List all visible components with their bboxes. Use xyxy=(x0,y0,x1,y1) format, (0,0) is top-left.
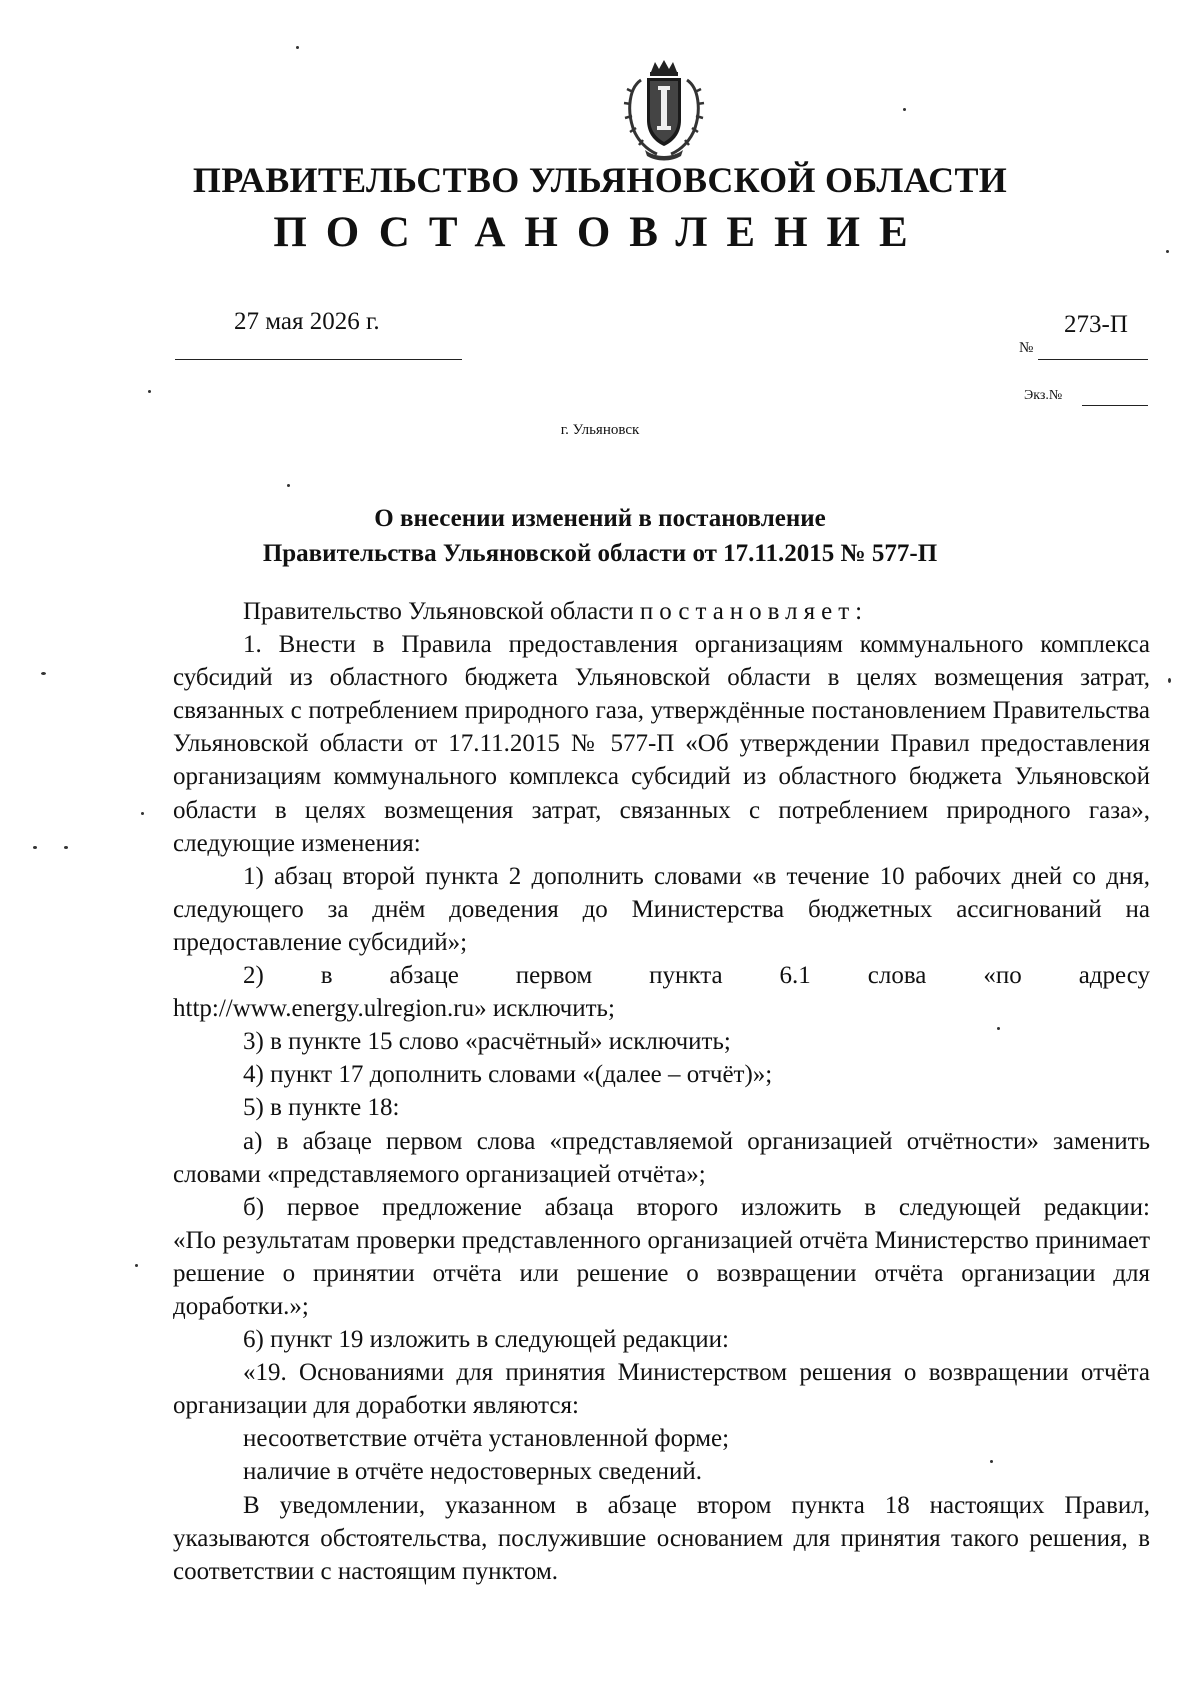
document-type-title: ПОСТАНОВЛЕНИЕ xyxy=(273,209,927,256)
scan-speck xyxy=(1166,250,1169,253)
clause-19-condition-2: наличие в отчёте недостоверных сведений. xyxy=(243,1458,703,1486)
item-6: 6) пункт 19 изложить в следующей редакции: xyxy=(243,1326,729,1354)
scan-speck xyxy=(1168,678,1171,683)
document-subject xyxy=(0,501,1200,571)
scan-speck xyxy=(64,846,68,849)
item-5a: а) в абзаце первом слова «представляемой организацией отчётности» заменить словами «представляемого организацией отчёта»; xyxy=(173,1127,1150,1188)
number-underline xyxy=(1038,359,1148,360)
scan-speck xyxy=(41,672,46,675)
item-3: 3) в пункте 15 слово «расчётный» исключить; xyxy=(243,1028,731,1056)
scan-speck xyxy=(997,1027,1000,1030)
number-prefix: № xyxy=(1019,340,1034,356)
item-2-line-2: http://www.energy.ulregion.ru» исключить; xyxy=(173,995,615,1023)
item-5b-text: «По результатам проверки представленного организацией отчёта Министерство принимает решение о принятии отчёта или решение о возвращении отчёта организации для доработки.»; xyxy=(173,1226,1150,1320)
scan-speck xyxy=(141,812,144,815)
document-date: 27 мая 2026 г. xyxy=(234,308,380,335)
item-5b-line-1: б) первое предложение абзаца второго изложить в следующей редакции: xyxy=(243,1193,1150,1221)
item-1: 1) абзац второй пункта 2 дополнить словами «в течение 10 рабочих дней со дня, следующего за днём доведения до Министерства бюджетных ассигнований на предоставление субсидий»; xyxy=(173,862,1150,956)
paragraph-1: 1. Внести в Правила предоставления организациям коммунального комплекса субсидий из областного бюджета Ульяновской области в целях возмещения затрат, связанных с потреблением природного газа, утверждённые постановлением Правительства Ульяновской области от 17.11.2015 № 577-П «Об утверждении Правил предоставления организациям коммунального комплекса субсидий из областного бюджета Ульяновской области в целях возмещения затрат, связанных с потреблением природного газа», следующие изменения: xyxy=(173,631,1150,857)
scan-speck xyxy=(903,108,906,111)
copy-number-label: Экз.№ xyxy=(1024,388,1063,403)
item-5: 5) в пункте 18: xyxy=(243,1094,400,1122)
date-underline xyxy=(175,359,462,360)
clause-19-notice: В уведомлении, указанном в абзаце втором пункта 18 настоящих Правил, указываются обстоятельства, послужившие основанием для принятия такого решения, в соответствии с настоящим пунктом. xyxy=(173,1491,1150,1585)
clause-19: «19. Основаниями для принятия Министерством решения о возвращении отчёта организации для доработки являются: xyxy=(173,1359,1150,1420)
intro-text: Правительство Ульяновской области xyxy=(243,598,640,625)
government-title: ПРАВИТЕЛЬСТВО УЛЬЯНОВСКОЙ ОБЛАСТИ xyxy=(192,160,1008,200)
document-number: 273-П xyxy=(1064,311,1128,338)
city-name: г. Ульяновск xyxy=(560,422,640,438)
document-body xyxy=(173,595,1150,1588)
coat-of-arms-emblem xyxy=(621,58,707,162)
item-2-line-1: 2) в абзаце первом пункта 6.1 слова «по адресу xyxy=(243,962,1150,990)
scan-speck xyxy=(296,46,299,49)
intro-paragraph xyxy=(173,595,1150,628)
clause-19-condition-1: несоответствие отчёта установленной форме; xyxy=(243,1425,730,1453)
copy-number-underline xyxy=(1082,405,1148,406)
scan-speck xyxy=(33,846,37,849)
subject-line-2: Правительства Ульяновской области от 17.11.2015 № 577-П xyxy=(262,540,938,567)
scan-speck xyxy=(990,1460,993,1463)
subject-line-1: О внесении изменений в постановление xyxy=(374,505,826,532)
intro-verb: постановляет: xyxy=(639,598,869,625)
scan-speck xyxy=(148,390,151,393)
scan-speck xyxy=(135,1264,138,1267)
item-4: 4) пункт 17 дополнить словами «(далее – отчёт)»; xyxy=(243,1061,773,1089)
scan-speck xyxy=(287,484,290,487)
